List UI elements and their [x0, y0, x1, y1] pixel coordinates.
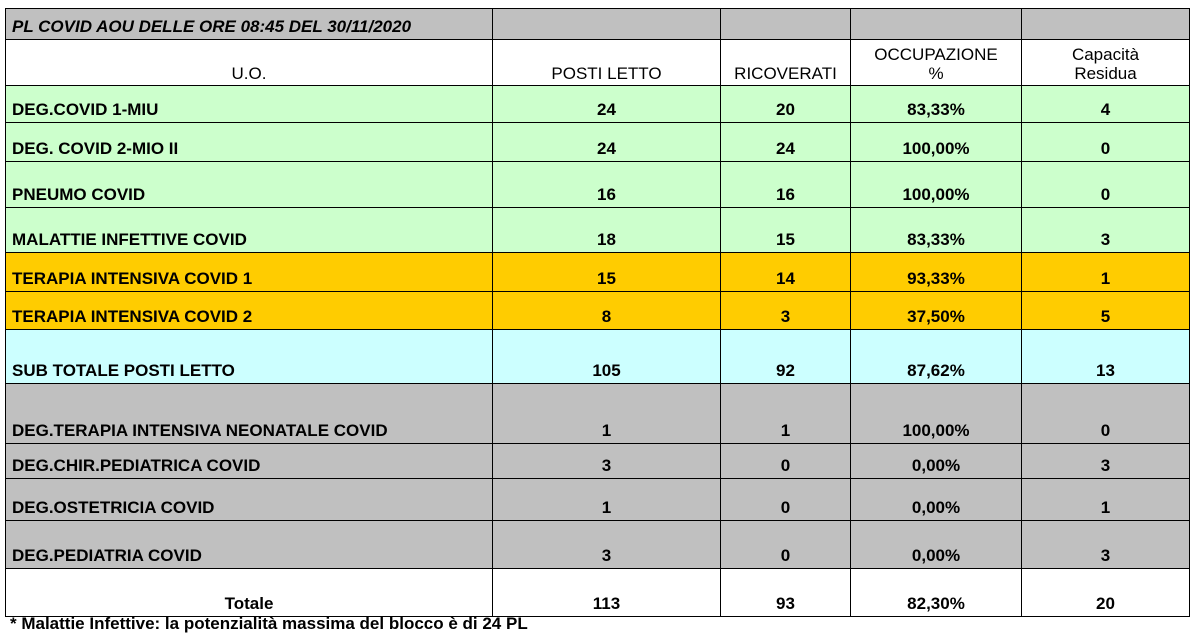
table-row [6, 162, 1190, 208]
row-residua: 4 [1022, 86, 1190, 123]
row-posti: 15 [493, 253, 721, 292]
table-row [6, 123, 1190, 162]
row-occupazione: 0,00% [851, 479, 1022, 521]
row-uo: TERAPIA INTENSIVA COVID 2 [6, 292, 493, 330]
table-row [6, 253, 1190, 292]
table-row [6, 444, 1190, 479]
row-occupazione: 83,33% [851, 86, 1022, 123]
row-occupazione: 83,33% [851, 208, 1022, 253]
table-row [6, 292, 1190, 330]
row-residua: 0 [1022, 123, 1190, 162]
row-uo: DEG.COVID 1-MIU [6, 86, 493, 123]
row-ricoverati: 24 [721, 123, 851, 162]
row-occupazione: 37,50% [851, 292, 1022, 330]
row-ricoverati: 16 [721, 162, 851, 208]
row-occupazione: 100,00% [851, 123, 1022, 162]
row-occupazione: 87,62% [851, 330, 1022, 384]
total-residua: 20 [1022, 569, 1190, 617]
total-ricoverati: 93 [721, 569, 851, 617]
row-ricoverati: 14 [721, 253, 851, 292]
row-ricoverati: 0 [721, 444, 851, 479]
row-uo: DEG.TERAPIA INTENSIVA NEONATALE COVID [6, 384, 493, 444]
header-capacita-line2: Residua [1074, 64, 1137, 83]
row-occupazione: 93,33% [851, 253, 1022, 292]
row-uo: DEG. COVID 2-MIO II [6, 123, 493, 162]
row-posti: 8 [493, 292, 721, 330]
row-residua: 3 [1022, 521, 1190, 569]
row-uo: SUB TOTALE POSTI LETTO [6, 330, 493, 384]
row-ricoverati: 0 [721, 521, 851, 569]
header-occupazione [851, 40, 1022, 86]
row-residua: 1 [1022, 479, 1190, 521]
total-label: Totale [6, 569, 493, 617]
row-posti: 1 [493, 384, 721, 444]
row-occupazione: 0,00% [851, 444, 1022, 479]
header-occupazione-line2: % [928, 64, 944, 83]
covid-beds-table [5, 8, 1190, 617]
row-residua: 13 [1022, 330, 1190, 384]
row-uo: DEG.CHIR.PEDIATRICA COVID [6, 444, 493, 479]
row-posti: 18 [493, 208, 721, 253]
row-posti: 1 [493, 479, 721, 521]
row-ricoverati: 0 [721, 479, 851, 521]
total-occupazione: 82,30% [851, 569, 1022, 617]
table-row [6, 384, 1190, 444]
table-row [6, 479, 1190, 521]
row-uo: DEG.OSTETRICIA COVID [6, 479, 493, 521]
total-row [6, 569, 1190, 617]
table-title: PL COVID AOU DELLE ORE 08:45 DEL 30/11/2020 [6, 9, 493, 40]
header-capacita [1022, 40, 1190, 86]
row-residua: 1 [1022, 253, 1190, 292]
header-ricoverati: RICOVERATI [721, 40, 851, 86]
row-residua: 3 [1022, 208, 1190, 253]
header-capacita-line1: Capacità [1071, 45, 1140, 64]
row-ricoverati: 92 [721, 330, 851, 384]
title-row [6, 9, 1190, 40]
total-posti: 113 [493, 569, 721, 617]
footnote: * Malattie Infettive: la potenzialità massima del blocco è di 24 PL [10, 614, 528, 633]
row-occupazione: 100,00% [851, 384, 1022, 444]
subtotal-row [6, 330, 1190, 384]
row-occupazione: 0,00% [851, 521, 1022, 569]
row-residua: 3 [1022, 444, 1190, 479]
header-occupazione-line1: OCCUPAZIONE [874, 45, 998, 64]
row-residua: 0 [1022, 162, 1190, 208]
table-row [6, 86, 1190, 123]
row-posti: 24 [493, 86, 721, 123]
row-uo: DEG.PEDIATRIA COVID [6, 521, 493, 569]
row-uo: PNEUMO COVID [6, 162, 493, 208]
row-posti: 16 [493, 162, 721, 208]
table-row [6, 208, 1190, 253]
row-ricoverati: 20 [721, 86, 851, 123]
row-uo: MALATTIE INFETTIVE COVID [6, 208, 493, 253]
row-ricoverati: 3 [721, 292, 851, 330]
row-posti: 105 [493, 330, 721, 384]
row-posti: 3 [493, 521, 721, 569]
header-row [6, 40, 1190, 86]
row-ricoverati: 15 [721, 208, 851, 253]
row-ricoverati: 1 [721, 384, 851, 444]
table-row [6, 521, 1190, 569]
row-posti: 3 [493, 444, 721, 479]
header-posti-letto: POSTI LETTO [493, 40, 721, 86]
row-uo: TERAPIA INTENSIVA COVID 1 [6, 253, 493, 292]
row-occupazione: 100,00% [851, 162, 1022, 208]
row-posti: 24 [493, 123, 721, 162]
row-residua: 5 [1022, 292, 1190, 330]
row-residua: 0 [1022, 384, 1190, 444]
header-uo: U.O. [6, 40, 493, 86]
